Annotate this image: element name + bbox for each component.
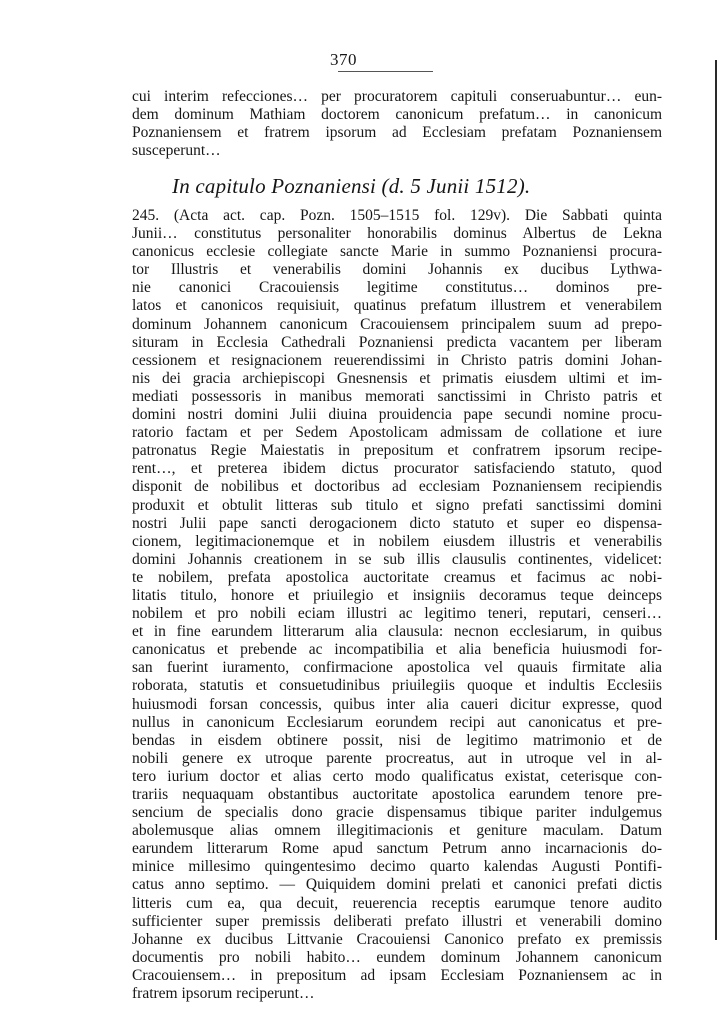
text-line: domini nostri domini Julii diuina prouidencia pape secundi nomine procu- [132, 406, 662, 424]
text-line: cessionem et resignacionem reuerendissimi in Christo patris domini Johan- [132, 351, 662, 369]
text-line: huiusmodi forsan concessis, quibus inter alia caueri dicitur expresse, quod [132, 695, 662, 713]
text-line: minice millesimo quingentesimo decimo quarto kalendas Augusti Pontifi- [132, 858, 662, 876]
text-line: litatis titulo, honore et priuilegio et insigniis decoramus teque deinceps [132, 586, 662, 604]
text-line: litteris cum ea, qua decuit, reuerencia receptis earumque tenore audito [132, 894, 662, 912]
text-line: nobilem et pro nobili eciam illustri ac legitimo teneri, reputari, censeri… [132, 605, 662, 623]
text-line: Poznaniensem et fratrem ipsorum ad Ecclesiam prefatam Poznaniensem [132, 124, 662, 142]
text-line: tero iurium doctor et alias certo modo qualificatus existat, ceterisque con- [132, 767, 662, 785]
text-line: sencium de specialis dono gracie dispensamus tibique pariter indulgemus [132, 804, 662, 822]
text-line: nie canonici Cracouiensis legitime constitutus… dominos pre- [132, 279, 662, 297]
text-line: nullus in canonicum Ecclesiarum eorundem recipi aut canonicatus et pre- [132, 713, 662, 731]
text-line: cionem, legitimacionemque et in nobilem eiusdem illustris et venerabilis [132, 532, 662, 550]
text-line: Cracouiensem… in prepositum ad ipsam Ecclesiam Poznaniensem ac in [132, 966, 662, 984]
text-line: disponit de nobilibus et doctoribus ad ecclesiam Poznaniensem recipiendis [132, 478, 662, 496]
text-line: canonicus ecclesie collegiate sancte Marie in summo Poznaniensi procura- [132, 243, 662, 261]
text-line: susceperunt… [132, 142, 221, 160]
text-line: mediati possessoris in manibus memorati sanctissimi in Christo patris et [132, 387, 662, 405]
text-line: bendas in eisdem obtinere possit, nisi de legitimo matrimonio et de [132, 731, 662, 749]
text-line: cui interim refecciones… per procuratorem capituli conseruabuntur… eun- [132, 88, 662, 105]
text-line: dominum Johannem canonicum Cracouiensem principalem suum ad prepo- [132, 315, 662, 333]
text-line: tor Illustris et venerabilis domini Johannis ex ducibus Lythwa- [132, 261, 662, 279]
text-line: nis dei gracia archiepiscopi Gnesnensis et primatis eiusdem ultimi et im- [132, 369, 662, 387]
text-line: earundem litterarum Rome apud sanctum Petrum anno incarnacionis do- [132, 840, 662, 858]
text-line: dem dominum Mathiam doctorem canonicum prefatum… in canonicum [132, 106, 662, 124]
text-line: ratorio factam et per Sedem Apostolicam admissam de collatione et iure [132, 424, 662, 442]
text-line: nostri Julii pape sancti derogacionem dicto statuto et super eo dispensa- [132, 514, 662, 532]
text-line: canonicatus et prebende ac incompatibilia et alia beneficia huiusmodi for- [132, 641, 662, 659]
text-line: abolemusque alias omnem illegitimacionis et geniture maculam. Datum [132, 822, 662, 840]
text-line: latos et canonicos requisiuit, quatinus prefatum illustrem et venerabilem [132, 297, 662, 315]
text-line: rent…, et preterea ibidem dictus procurator satisfaciendo statuto, quod [132, 460, 662, 478]
page-number-rule [338, 71, 433, 72]
text-line: nobili genere ex utroque parente procreatus, aut in utroque vel in al- [132, 749, 662, 767]
text-line: 245. (Acta act. cap. Pozn. 1505–1515 fol. 129v). Die Sabbati quinta [132, 207, 662, 224]
text-line: domini Johannis creationem in se sub illis clausulis continentes, videlicet: [132, 550, 662, 568]
text-line: sufficienter super premissis deliberati prefato illustri et venerabili domino [132, 912, 662, 930]
text-line: Junii… constitutus personaliter honorabilis dominus Albertus de Lekna [132, 225, 662, 243]
text-line: roborata, statutis et consuetudinibus priuilegiis quoque et indultis Ecclesiis [132, 677, 662, 695]
text-line: catus anno septimo. — Quiquidem domini prelati et canonici prefati dictis [132, 876, 662, 894]
page-edge-line [715, 60, 717, 940]
text-line: Johanne ex ducibus Littvanie Cracouiensi Canonico prefato ex premissis [132, 930, 662, 948]
text-line: fratrem ipsorum reciperunt… [132, 985, 315, 1003]
entry-paragraph [132, 207, 662, 1003]
text-line: te nobilem, prefata apostolica auctoritate creamus et facimus ac nobi- [132, 568, 662, 586]
text-line: san fuerint iuramento, confirmacione apostolica vel quauis firmitate alia [132, 659, 662, 677]
text-line: patronatus Regie Maiestatis in prepositum et confratrem ipsorum recipe- [132, 442, 662, 460]
text-line: situram in Ecclesia Cathedrali Poznaniensi predicta vacantem per liberam [132, 333, 662, 351]
text-line: documentis pro nobili habito… eundem dominum Johannem canonicum [132, 948, 662, 966]
page-number: 370 [330, 50, 357, 69]
intro-paragraph [132, 88, 662, 160]
text-line: produxit et obtulit litteras sub titulo et signo prefati sanctissimi domini [132, 496, 662, 514]
text-line: trariis nequaquam obstantibus auctoritate apostolica earundem tenore pre- [132, 786, 662, 803]
text-line: et in fine earundem litterarum alia clausula: necnon ecclesiarum, in quibus [132, 623, 662, 641]
section-heading: In capitulo Poznaniensi (d. 5 Junii 1512). [172, 174, 531, 198]
